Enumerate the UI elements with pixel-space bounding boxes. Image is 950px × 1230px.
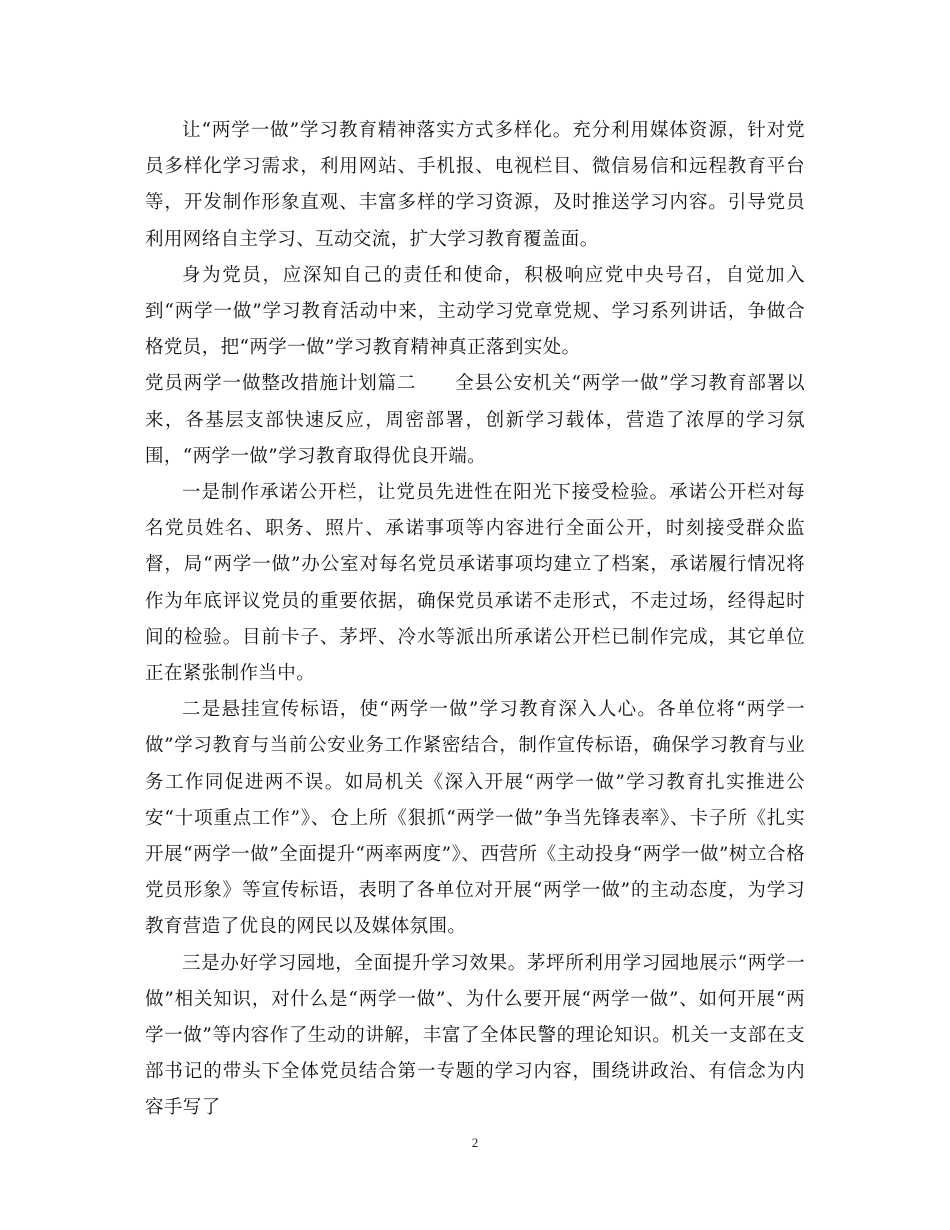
paragraph-media-resources: 让“两学一做”学习教育精神落实方式多样化。充分利用媒体资源，针对党员多样化学习需求，利用网站、手机报、电视栏目、微信易信和远程教育平台等，开发制作形象直观、丰富多样的学习资源，及时推送学习内容。引导党员利用网络自主学习、互动交流，扩大学习教育覆盖面。 [145, 120, 805, 250]
page-number: 2 [471, 1135, 479, 1150]
paragraph-section-two-intro: 党员两学一做整改措施计划篇二 全县公安机关“两学一做”学习教育部署以来，各基层支部快速反应，周密部署，创新学习载体，营造了浓厚的学习氛围，“两学一做”学习教育取得优良开端。 [145, 373, 805, 467]
paragraph-learning-garden: 三是办好学习园地，全面提升学习效果。茅坪所利用学习园地展示“两学一做”相关知识，对什么是“两学一做”、为什么要开展“两学一做”、如何开展“两学一做”等内容作了生动的讲解，丰富了全体民警的理论知识。机关一支部在支部书记的带头下全体党员结合第一专题的学习内容，围绕讲政治、有信念为内容手写了 [145, 952, 805, 1119]
paragraph-slogans: 二是悬挂宣传标语，使“两学一做”学习教育深入人心。各单位将“两学一做”学习教育与当前公安业务工作紧密结合，制作宣传标语，确保学习教育与业务工作同促进两不误。如局机关《深入开展“两学一做”学习教育扎实推进公安“十项重点工作”》、仓上所《狠抓“两学一做”争当先锋表率》、卡子所《扎实开展“两学一做”全面提升“两率两度”》、西营所《主动投身“两学一做”树立合格党员形象》等宣传标语，表明了各单位对开展“两学一做”的主动态度，为学习教育营造了优良的网民以及媒体氛围。 [145, 699, 805, 938]
document-body [145, 113, 805, 1127]
paragraph-party-member-duty: 身为党员，应深知自己的责任和使命，积极响应党中央号召，自觉加入到“两学一做”学习教育活动中来，主动学习党章党规、学习系列讲话，争做合格党员，把“两学一做”学习教育精神真正落到实处。 [145, 264, 805, 359]
paragraph-commitment-board: 一是制作承诺公开栏，让党员先进性在阳光下接受检验。承诺公开栏对每名党员姓名、职务、照片、承诺事项等内容进行全面公开，时刻接受群众监督，局“两学一做”办公室对每名党员承诺事项均建立了档案，承诺履行情况将作为年底评议党员的重要依据，确保党员承诺不走形式，不走过场，经得起时间的检验。目前卡子、茅坪、冷水等派出所承诺公开栏已制作完成，其它单位正在紧张制作当中。 [145, 482, 805, 685]
